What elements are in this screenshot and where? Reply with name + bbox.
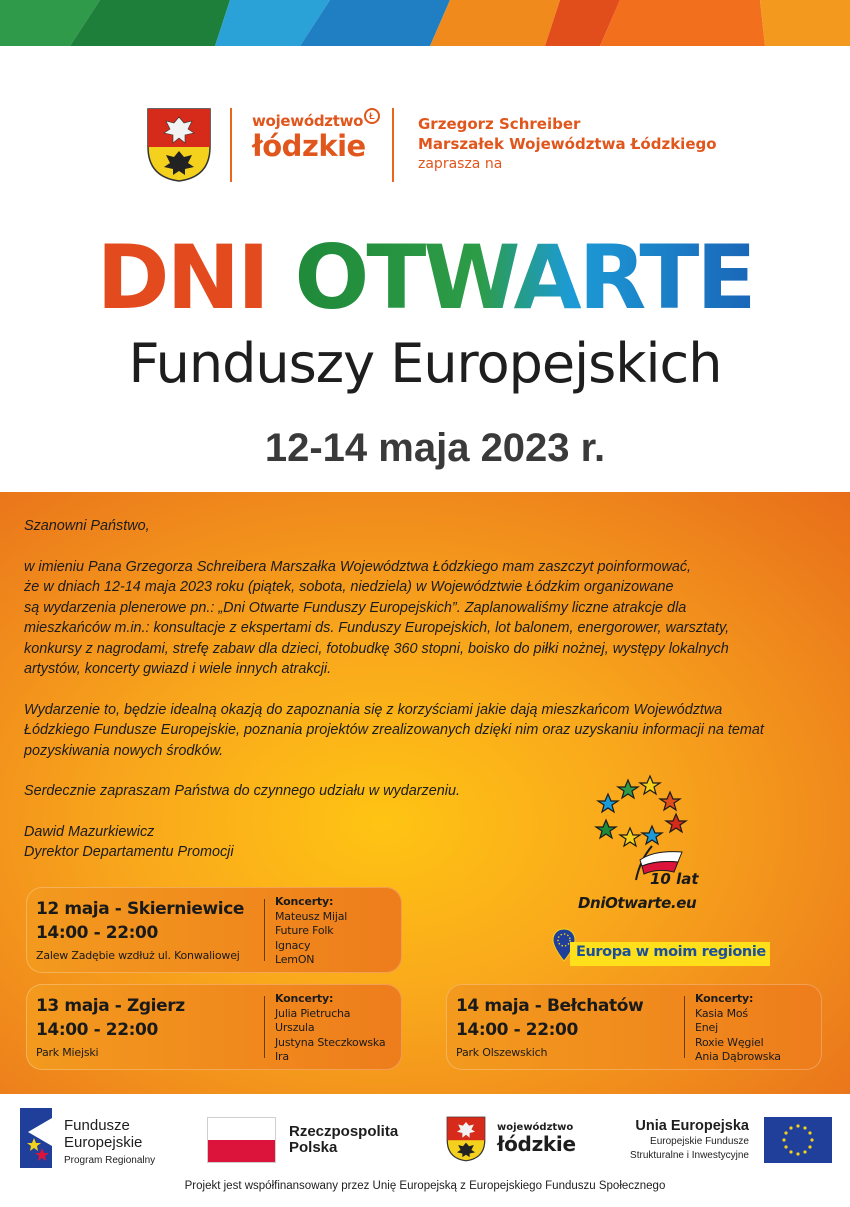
event-dates: 12-14 maja 2023 r.	[264, 426, 606, 470]
title-word-dni: DNI	[96, 226, 267, 329]
signature-role: Dyrektor Departamentu Promocji	[24, 844, 234, 860]
event-place: Park Miejski	[36, 1046, 99, 1059]
title-word-otwarte: OTWARTE	[294, 226, 754, 329]
wojewodztwo-small-logo	[497, 1122, 576, 1155]
logo-line2: łódzkie	[252, 129, 366, 163]
event-concerts	[275, 992, 385, 1065]
poland-flag-icon	[207, 1117, 276, 1163]
concert-artist: Mateusz Mijal	[275, 909, 348, 923]
letter-line: są wydarzenia plenerowe pn.: „Dni Otwarte Funduszy Europejskich”. Zaplanowaliśmy liczne atrakcje dla	[24, 599, 687, 616]
sub-title: Funduszy Europejskich	[128, 332, 722, 395]
letter-line: mieszkańców m.in.: konsultacje z ekspertami ds. Funduszy Europejskich, lot balonem, energorower, warsztaty,	[24, 620, 730, 636]
event-city: 14 maja - Bełchatów	[456, 996, 644, 1016]
inviter-name: Grzegorz Schreiber	[418, 115, 581, 133]
event-place: Park Olszewskich	[456, 1046, 548, 1059]
concert-artist: Ignacy	[275, 938, 311, 952]
letter-line: artystów, koncerty gwiazd i wiele innych atrakcji.	[24, 661, 332, 677]
rp-line2: Polska	[289, 1139, 338, 1156]
letter-line: pozyskiwania nowych środków.	[24, 742, 224, 759]
top-color-stripe	[0, 0, 850, 46]
letter-line: konkursy z nagrodami, strefę zabaw dla dzieci, fotobudkę 360 stopni, boisko do piłki nożnej, występy lokalnych	[24, 640, 729, 657]
event-time: 14:00 - 22:00	[456, 1020, 578, 1040]
anniversary-label: 10 lat	[650, 870, 699, 888]
eu-flag-icon	[764, 1117, 832, 1163]
event-time: 14:00 - 22:00	[36, 1020, 158, 1040]
event-concerts	[695, 992, 781, 1065]
concert-artist: Urszula	[275, 1021, 315, 1034]
anniversary-url: DniOtwarte.eu	[578, 894, 697, 912]
letter-closing: Serdecznie zapraszam Państwa do czynnego udziału w wydarzeniu.	[24, 783, 460, 799]
concert-artist: Kasia Moś	[695, 1006, 748, 1020]
eu-logo-text	[606, 1117, 749, 1163]
event-divider	[684, 996, 685, 1058]
fe-logo-text	[64, 1117, 155, 1169]
concert-artist: Roxie Węgiel	[695, 1035, 764, 1049]
logo-badge-icon: Ł	[364, 108, 380, 124]
cofunding-note: Projekt jest współfinansowany przez Unię Europejską z Europejskiego Funduszu Społecznego	[184, 1180, 666, 1192]
ue-line1: Unia Europejska	[635, 1118, 749, 1134]
coat-of-arms-small-icon	[446, 1116, 486, 1162]
concert-artist: Ania Dąbrowska	[695, 1050, 781, 1063]
concert-artist: Ira	[275, 1050, 289, 1063]
woj-sm-line1: województwo	[497, 1122, 574, 1133]
event-divider	[264, 899, 265, 961]
event-card-skierniewice	[26, 887, 402, 973]
wojewodztwo-logo	[252, 112, 382, 162]
event-card-zgierz	[26, 984, 402, 1070]
region-slogan: Europa w moim regionie	[576, 944, 766, 960]
event-card-belchatow	[446, 984, 822, 1070]
rp-logo-text	[289, 1124, 398, 1156]
concert-artist: Justyna Steczkowska	[275, 1035, 386, 1049]
event-city: 13 maja - Zgierz	[36, 996, 185, 1016]
inviter-note: zaprasza na	[418, 156, 503, 172]
letter-line: Wydarzenie to, będzie idealną okazją do zapoznania się z korzyściami jakie dają mieszkańcom Województwa	[24, 701, 723, 718]
fe-line1: Fundusze	[64, 1117, 130, 1134]
fe-line3: Program Regionalny	[64, 1155, 156, 1166]
letter-line: Łódzkiego Fundusze Europejskie, poznania projektów zrealizowanych dzięki nim oraz uzyskaniu informacji na temat	[24, 722, 764, 738]
inviter-title: Marszałek Województwa Łódzkiego	[418, 135, 717, 153]
fe-line2: Europejskie	[64, 1134, 143, 1151]
header-divider	[230, 108, 232, 182]
header-divider-2	[392, 108, 394, 182]
signature-name: Dawid Mazurkiewicz	[24, 823, 155, 840]
event-time: 14:00 - 22:00	[36, 923, 158, 943]
concert-artist: Future Folk	[275, 924, 334, 937]
event-place: Zalew Zadębie wzdłuż ul. Konwaliowej	[36, 949, 240, 962]
concerts-label: Koncerty:	[275, 992, 334, 1005]
concert-artist: Enej	[695, 1021, 718, 1034]
ue-line2: Europejskie Fundusze	[650, 1136, 749, 1147]
letter-line: w imieniu Pana Grzegorza Schreibera Marszałka Województwa Łódzkiego mam zaszczyt poinformować,	[24, 558, 692, 575]
ue-line3: Strukturalne i Inwestycyjne	[630, 1150, 749, 1161]
rp-line1: Rzeczpospolita	[289, 1123, 399, 1140]
concerts-label: Koncerty:	[695, 992, 754, 1005]
event-city: 12 maja - Skierniewice	[36, 899, 245, 919]
concert-artist: LemON	[275, 953, 315, 966]
event-concerts	[275, 895, 347, 968]
main-title	[0, 226, 850, 329]
event-divider	[264, 996, 265, 1058]
concert-artist: Julia Pietrucha	[275, 1006, 351, 1020]
letter-greeting: Szanowni Państwo,	[24, 518, 150, 534]
logo-line1: województwo	[252, 112, 364, 130]
fe-logo-icon	[20, 1108, 52, 1168]
letter-line: że w dniach 12-14 maja 2023 roku (piątek, sobota, niedziela) w Województwie Łódzkim organizowane	[24, 579, 674, 595]
concerts-label: Koncerty:	[275, 895, 334, 908]
coat-of-arms-icon	[146, 107, 212, 183]
invitation-block	[418, 114, 738, 174]
woj-sm-line2: łódzkie	[497, 1132, 576, 1156]
